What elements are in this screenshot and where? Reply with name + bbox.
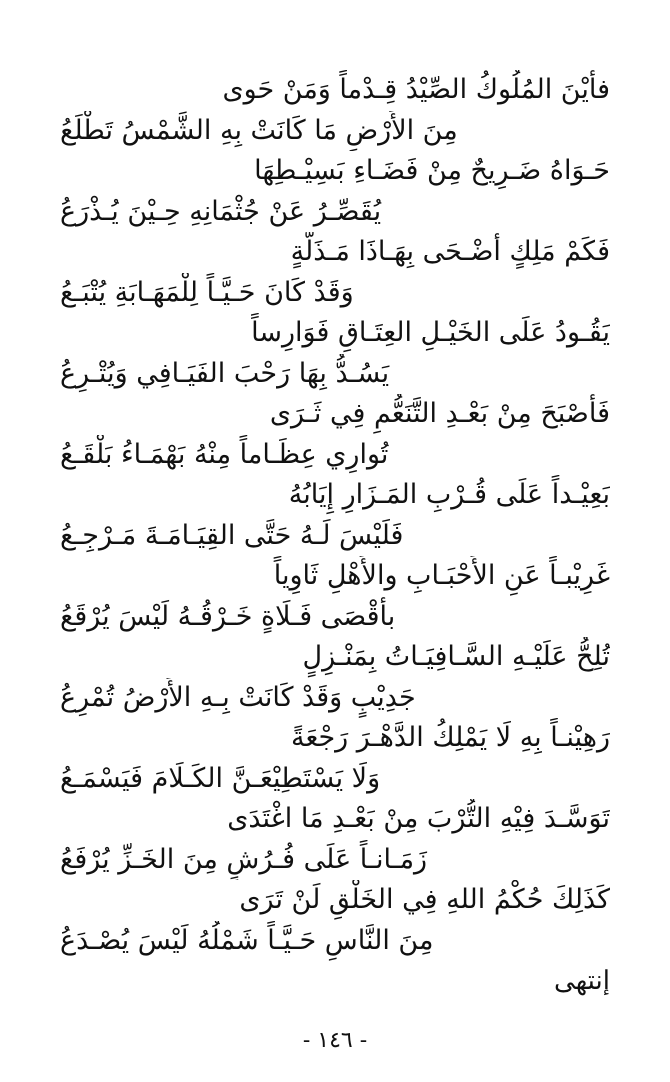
verse-line: تُلِحُّ عَلَيْـهِ السَّـافِيَـاتُ بِمَنْـزِلٍ (302, 641, 610, 672)
verse-line: يُقَصِّـرُ عَنْ جُثْمَانِهِ حِـيْنَ يُـذْرَعُ (60, 195, 382, 227)
verse-line: يَسُـدُّ بِهَا رَحْبَ الفَيَـافِي وَيُتْـرِعُ (60, 357, 390, 389)
verse-line: يَقُـودُ عَلَى الخَيْـلِ العِتَـاقِ فَوَارِساً (251, 317, 610, 348)
verse-line: تَوَسَّـدَ فِيْهِ التُّرْبَ مِنْ بَعْـدِ مَا اغْتَدَى (227, 803, 610, 834)
verse-line: فَلَيْسَ لَـهُ حَتَّى القِيَـامَـةَ مَـرْجِـعُ (60, 519, 404, 551)
verse-line: وَلَا يَسْتَطِيْعَـنَّ الكَـلَامَ فَيَسْمَـعُ (60, 762, 381, 794)
verse-line: فَأَصْبَحَ مِنْ بَعْـدِ التَّنَعُّمِ فِي ثَـرَى (269, 398, 610, 429)
verse-line: فَكَمْ مَلِكٍ أَضْـحَى بِهَـاذَا مَـذَلَّةٍ (290, 236, 610, 267)
verse-line: وَقَدْ كَانَ حَـيَّـاً لِلْمَهَـابَةِ يُتْبَـعُ (60, 276, 354, 308)
verse-line: تُوارِي عِظَـاماً مِنْهُ بَهْمَـاءُ بَلْقَـعُ (60, 438, 389, 470)
verse-line: مِنَ النَّاسِ حَـيَّـاً شَمْلُهُ لَيْسَ يُصْـدَعُ (60, 924, 434, 956)
verse-line: كَذَلِكَ حُكْمُ اللهِ فِي الخَلْقِ لَنْ تَرَى (239, 884, 610, 915)
verse-line: بَعِيْـداً عَلَى قُـرْبِ المَـزَارِ إِيَابُهُ (288, 479, 610, 510)
verse-line: غَرِيْبـاً عَنِ الأَحْبَـابِ والأَهْلِ ثَاوِياً (273, 560, 610, 591)
verse-line: مِنَ الأَرْضِ مَا كَانَتْ بِهِ الشَّمْسُ تَطْلَعُ (60, 114, 458, 146)
verse-line: رَهِيْنـاً بِهِ لَا يَمْلِكُ الدَّهْـرَ رَجْعَةً (290, 722, 610, 753)
page-number: - ١٤٦ - (302, 1028, 368, 1053)
poem-ending: إنتهى (554, 966, 610, 996)
verse-line: فأَيْنَ المُلُوكُ الصِّيْدُ قِـدْماً وَمَنْ حَوى (222, 74, 610, 105)
verse-line: حَـوَاهُ ضَـرِيحٌ مِنْ فَضَـاءِ بَسِيْـطِهَا (254, 155, 610, 186)
verse-line: زَمَـانـاً عَلَى فُـرُشٍ مِنَ الخَـزِّ يُرْفَعُ (60, 843, 428, 875)
poem-block (60, 70, 610, 1002)
verse-line: جَدِيْبٍ وَقَدْ كَانَتْ بِـهِ الأَرْضُ تُمْرِعُ (60, 681, 416, 713)
verse-line: بأقْصَى فَـلَاةٍ خَـرْقُـهُ لَيْسَ يُرْقَعُ (60, 600, 396, 632)
